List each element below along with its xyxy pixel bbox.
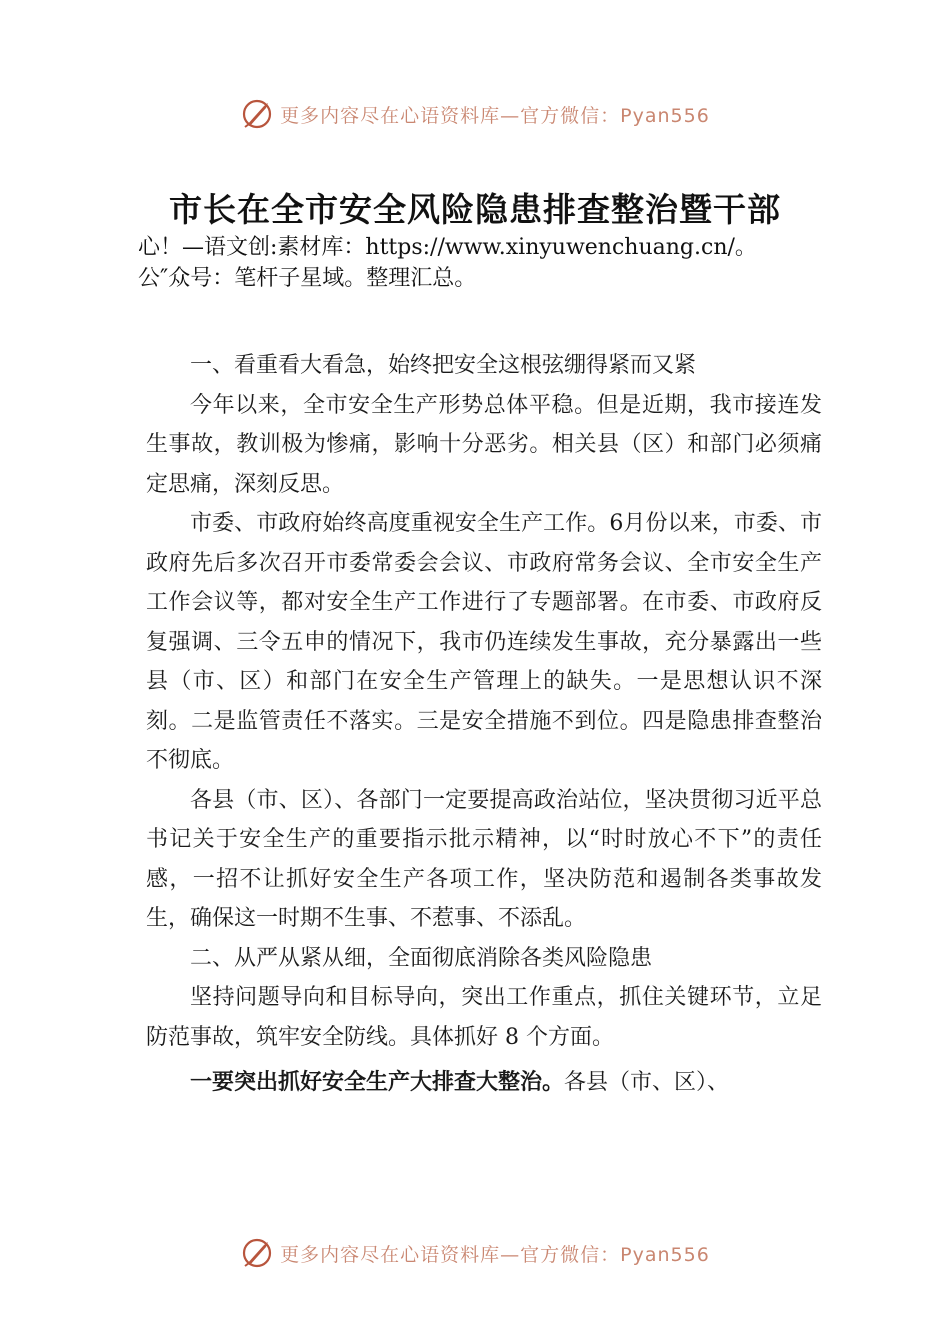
source-note — [138, 232, 928, 294]
paragraph — [146, 1063, 822, 1103]
source-line-2: 公″众号：笔杆子星域。整理汇总。 — [138, 266, 477, 291]
quill-pen-icon — [240, 97, 274, 131]
paragraph: 坚持问题导向和目标导向，突出工作重点，抓住关键环节，立足防范事故，筑牢安全防线。具体抓好 8 个方面。 — [146, 985, 822, 1050]
watermark-text: 更多内容尽在心语资料库—官方微信：Pyan556 — [280, 1243, 710, 1266]
document-title: 市长在全市安全风险隐患排查整治暨干部 — [169, 190, 781, 229]
paragraph-continued: 各县（市、区）、 — [564, 1070, 730, 1095]
document-body — [146, 346, 822, 1103]
paragraph: 各县（市、区）、各部门一定要提高政治站位，坚决贯彻习近平总书记关于安全生产的重要指示批示精神，以“时时放心不下”的责任感，一招不让抓好安全生产各项工作，坚决防范和遏制各类事故发生，确保这一时期不生事、不惹事、不添乱。 — [146, 787, 822, 931]
paragraph: 今年以来，全市安全生产形势总体平稳。但是近期，我市接连发生事故，教训极为惨痛，影响十分恶劣。相关县（区）和部门必须痛定思痛，深刻反思。 — [146, 392, 822, 497]
heading-two: 二、从严从紧从细，全面彻底消除各类风险隐患 — [190, 945, 653, 971]
quill-pen-icon — [240, 1236, 274, 1270]
footer-watermark — [0, 1233, 950, 1273]
source-line-1: 心！—语文创:素材库：https://www.xinyuwenchuang.cn/。 — [138, 235, 757, 260]
watermark-text: 更多内容尽在心语资料库—官方微信：Pyan556 — [280, 104, 710, 127]
paragraph: 市委、市政府始终高度重视安全生产工作。6月份以来，市委、市政府先后多次召开市委常委会会议、市政府常务会议、全市安全生产工作会议等，都对安全生产工作进行了专题部署。在市委、市政府反复强调、三令五申的情况下，我市仍连续发生事故，充分暴露出一些县（市、区）和部门在安全生产管理上的缺失。一是思想认识不深刻。二是监管责任不落实。三是安全措施不到位。四是隐患排查整治不彻底。 — [146, 511, 822, 773]
heading-one: 一、看重看大看急，始终把安全这根弦绷得紧而又紧 — [190, 353, 697, 378]
bold-lead: 一要突出抓好安全生产大排查大整治。 — [190, 1070, 565, 1095]
header-watermark — [0, 94, 950, 134]
